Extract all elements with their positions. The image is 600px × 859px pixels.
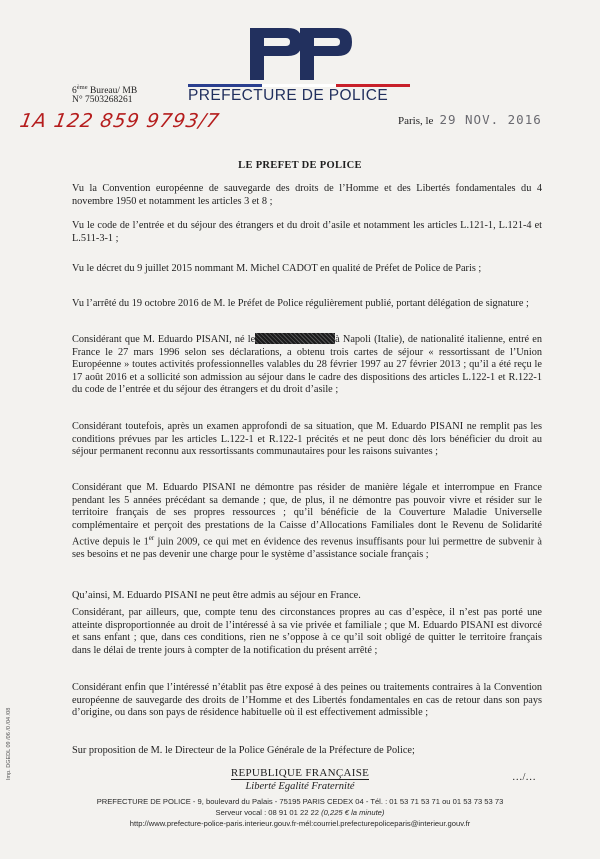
paragraph-considerant-residence: Considérant que M. Eduardo PISANI ne démontre pas résider de manière légale et interrompue en France pendant les 5 années précédant sa demande ; que, de plus, il ne démontre pas pouvoir vivre et résider sur le territoire français de ses propres ressources ; qu’il bénéficie de la Couverture Maladie Universelle complémentaire et perçoit des prestations de la Caisse d’Allocations Familiales dont le Revenu de Solidarité Active depuis le 1er juin 2009, ce qui met en évidence des revenus insuffisants pour lui permettre de subvenir à ses besoins et ne pas devenir une charge pour le système d’assistance sociale français ; — [72, 482, 542, 561]
logo-right-p — [300, 28, 352, 80]
paragraph-decree: Vu le décret du 9 juillet 2015 nommant M. Michel CADOT en qualité de Préfet de Police de Paris ; — [72, 263, 482, 274]
footer-voice-server: Serveur vocal : 08 91 01 22 22 (0,225 € la minute) — [215, 808, 385, 817]
logo-left-p — [250, 28, 302, 80]
place-label: Paris, le — [398, 115, 434, 127]
handwritten-reference: 1A 122 859 9793/7 — [18, 110, 222, 132]
paragraph-conclusion: Qu’ainsi, M. Eduardo PISANI ne peut être admis au séjour en France. — [72, 590, 361, 601]
paragraph-considerant-identity: Considérant que M. Eduardo PISANI, né le à Napoli (Italie), de nationalité italienne, entré en France le 27 mars 1996 selon ses déclarations, a obtenu trois cartes de séjour « ressortissant de l’Union Européenne » toutes activités professionnelles valables du 28 février 1997 au 27 février 2013 ; qu’il a été reçu le 17 août 2016 et a sollicité son admission au séjour dans le cadre des dispositions des articles L.122-1 et R.122-1 du code de l’entrée et du séjour des étrangers et du droit d’asile ; — [72, 334, 543, 396]
printing-reference: Imp. DGEDL 09 /06 /0 /04 /08 — [6, 707, 12, 780]
file-number: N° 7503268261 — [72, 95, 133, 105]
footer-website: http://www.prefecture-police-paris.interieur.gouv.fr-mél:courriel.prefecturepoliceparis@interieur.gouv.fr — [129, 819, 471, 828]
brand-title: PREFECTURE DE POLICE — [188, 87, 389, 104]
republic-motto: Liberté Egalité Fraternité — [245, 781, 355, 792]
date-line — [398, 112, 542, 127]
paragraph-considerant-private-life: Considérant, par ailleurs, que, compte tenu des circonstances propres au cas d’espèce, il n’est pas porté une atteinte disproportionnée au droit de l’intéressé à sa vie privée et familiale ; que M. Eduardo PISANI est divorcé et sans enfant ; que, dans ces conditions, rien ne s’oppose à ce qu’il soit obligé de quitter le territoire français dans le délai de trente jours à compter de la notification du présent arrêté ; — [72, 607, 542, 656]
republic-heading: REPUBLIQUE FRANÇAISE — [230, 767, 370, 779]
paragraph-arrete: Vu l’arrêté du 19 octobre 2016 de M. le Préfet de Police régulièrement publié, portant délégation de signature ; — [72, 298, 529, 309]
paragraph-considerant-exposure: Considérant enfin que l’intéressé n’établit pas être exposé à des peines ou traitements contraires à la Convention européenne de sauvegarde des droits de l’Homme et des Libertés fondamentales en cas de retour dans son pays d’origine, ou dans son pays de résidence habituelle où il est effectivement admissible ; — [72, 682, 542, 719]
redaction-bar — [255, 333, 335, 344]
paragraph-proposal: Sur proposition de M. le Directeur de la Police Générale de la Préfecture de Police; — [72, 745, 415, 756]
bureau-reference: 6ème Bureau/ MB — [72, 84, 138, 97]
paragraph-convention: Vu la Convention européenne de sauvegarde des droits de l’Homme et des Libertés fondamentales du 4 novembre 1950 et notamment les articles 3 et 8 ; — [72, 183, 542, 207]
continued-marker: …/… — [512, 772, 536, 783]
paragraph-code: Vu le code de l’entrée et du séjour des étrangers et du droit d’asile et notamment les articles L.121-1, L.121-4 et L.511-3-1 ; — [72, 220, 542, 244]
prefecture-logo — [246, 24, 356, 84]
document-title: LE PREFET DE POLICE — [238, 160, 362, 171]
footer-address: PREFECTURE DE POLICE - 9, boulevard du Palais - 75195 PARIS CEDEX 04 - Tél. : 01 53 71 53 71 ou 01 53 73 53 73 — [96, 797, 504, 806]
date-stamp: 29 NOV. 2016 — [439, 112, 542, 127]
paragraph-considerant-conditions: Considérant toutefois, après un examen approfondi de sa situation, que M. Eduardo PISANI ne remplit pas les conditions prévues par les articles L.122-1 et R.122-1 précités et ne peut donc dès lors bénéficier du droit au séjour permanent reconnu aux ressortissants communautaires pour les raisons suivantes ; — [72, 421, 542, 458]
